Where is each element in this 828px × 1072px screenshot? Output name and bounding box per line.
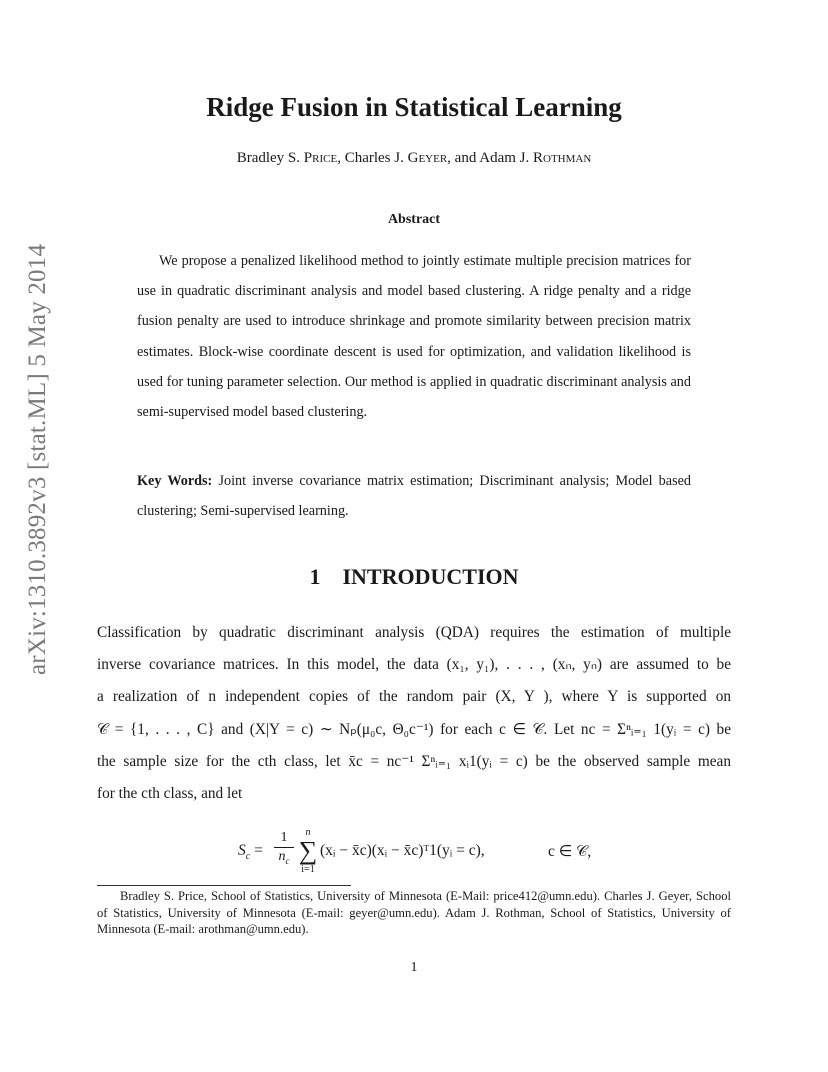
author-3-last: Rothman [533, 150, 592, 166]
keywords-text: Joint inverse covariance matrix estimation; Discriminant analysis; Model based clustering; Semi-supervised learning. [137, 473, 691, 520]
paper-title: Ridge Fusion in Statistical Learning [206, 92, 622, 122]
summation-symbol: n ∑ i=1 [298, 827, 318, 875]
equation-condition: c ∈ 𝒞, [548, 843, 592, 860]
author-separator-1: , Charles J. [337, 150, 408, 166]
section-number: 1 [309, 564, 321, 589]
equation-fraction: 1 $n_c$ [274, 830, 294, 866]
arxiv-identifier: arXiv:1310.3892v3 [stat.ML] 5 May 2014 [24, 243, 51, 675]
section-title: INTRODUCTION [342, 564, 519, 589]
footnote-rule [97, 885, 351, 886]
intro-line: the sample size for the cth class, let x̄c = nc⁻¹ Σⁿᵢ₌₁ xᵢ1(yᵢ = c) be the observed sample mean [97, 752, 731, 770]
abstract-body [137, 246, 691, 427]
introduction-paragraph [97, 617, 731, 810]
page-number: 1 [410, 960, 418, 975]
author-list [0, 150, 828, 167]
author-1-first: Bradley S. [236, 150, 304, 166]
abstract-text: We propose a penalized likelihood method to jointly estimate multiple precision matrices for use in quadratic discriminant analysis and model based clustering. A ridge penalty and a ridge fusion penalty are used to introduce shrinkage and promote similarity between precision matrix estimates. Block-wise coordinate descent is used for optimization, and validation likelihood is used for tuning parameter selection. Our method is applied in quadratic discriminant analysis and semi-supervised model based clustering. [137, 253, 691, 421]
equation-lhs: $S_c$ = [238, 842, 263, 863]
intro-line: a realization of n independent copies of the random pair (X, Y ), where Y is supported on [97, 688, 731, 706]
abstract-heading: Abstract [387, 212, 441, 227]
keywords [137, 466, 691, 526]
author-2-last: Geyer [407, 150, 448, 166]
author-separator-2: , and Adam J. [447, 150, 533, 166]
equation-body: (xᵢ − x̄c)(xᵢ − x̄c)ᵀ1(yᵢ = c), [320, 842, 485, 859]
intro-line: 𝒞 = {1, . . . , C} and (X|Y = c) ∼ Nₚ(μ₀c, Θ₀c⁻¹) for each c ∈ 𝒞. Let nc = Σⁿᵢ₌₁ 1(yᵢ = c) be [97, 720, 731, 738]
section-heading [0, 564, 828, 590]
intro-line: for the cth class, and let [97, 785, 243, 803]
intro-line: Classification by quadratic discriminant analysis (QDA) requires the estimation of multiple [97, 624, 731, 641]
author-1-last: Price [303, 150, 338, 166]
display-equation [0, 828, 828, 878]
footnote-text: Bradley S. Price, School of Statistics, University of Minnesota (E-Mail: price412@umn.edu). Charles J. Geyer, School of Statistics, University of Minnesota (E-mail: geyer@umn.edu). Adam J. Rothman, School of Statistics, University of Minnesota (E-mail: arothman@umn.edu). [97, 889, 731, 937]
keywords-label: Key Words: [137, 473, 213, 489]
footnote [97, 888, 731, 938]
intro-line: inverse covariance matrices. In this model, the data (x₁, y₁), . . . , (xₙ, yₙ) are assumed to be [97, 656, 731, 674]
arxiv-side-stamp [18, 243, 58, 675]
